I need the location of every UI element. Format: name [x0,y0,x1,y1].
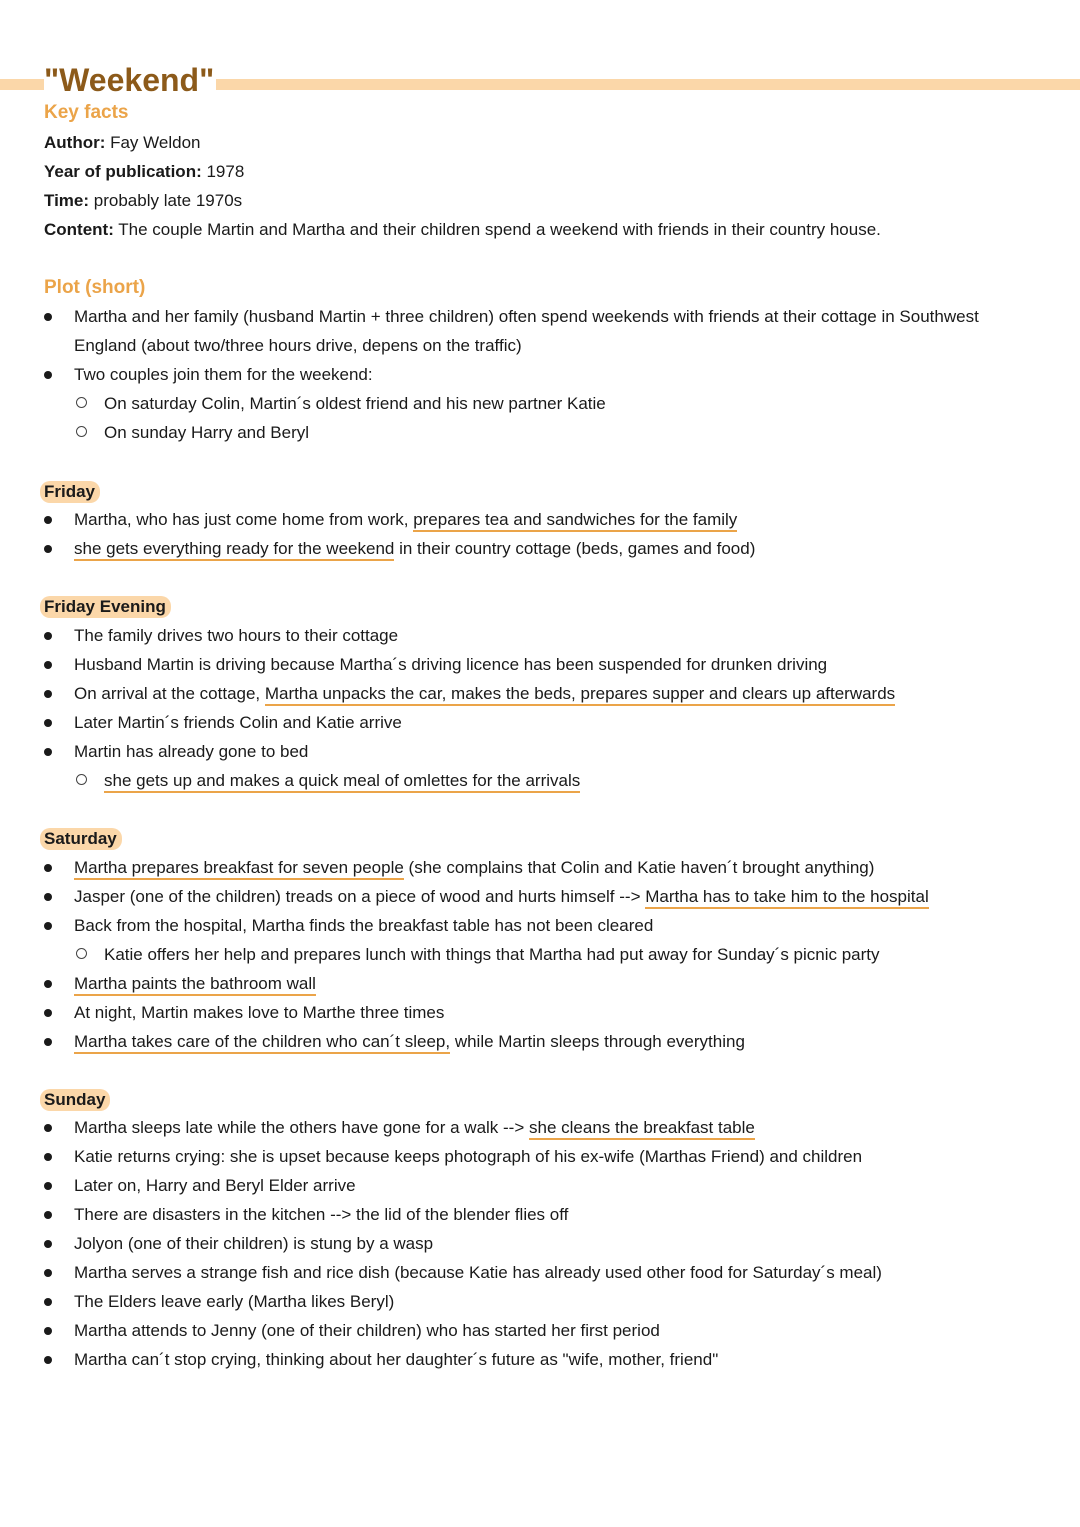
friday-item-2-text: in their country cottage (beds, games and food) [394,539,756,558]
bullet-icon [44,1124,52,1132]
bullet-icon [44,690,52,698]
saturday-item-4 [74,972,316,996]
sunday-item-4: There are disasters in the kitchen --> the lid of the blender flies off [74,1205,569,1224]
friday-evening-item-3-highlight: Martha unpacks the car, makes the beds, prepares supper and clears up afterwards [265,684,895,706]
saturday-item-1-text: (she complains that Colin and Katie haven´t brought anything) [403,858,875,877]
sunday-item-5: Jolyon (one of their children) is stung by a wasp [74,1234,434,1253]
circle-bullet-icon [76,426,87,437]
plot-item-1-line-1: Martha and her family (husband Martin + three children) often spend weekends with friends at their cottage in Southwest [74,307,979,326]
circle-bullet-icon [76,397,87,408]
sunday-item-1 [74,1116,755,1140]
saturday-heading: Saturday [40,828,122,850]
fact-time-value: probably late 1970s [89,191,243,210]
friday-evening-heading: Friday Evening [40,596,171,618]
bullet-icon [44,545,52,553]
bullet-icon [44,632,52,640]
bullet-icon [44,864,52,872]
sunday-item-9: Martha can´t stop crying, thinking about her daughter´s future as "wife, mother, friend" [74,1350,719,1369]
circle-bullet-icon [76,774,87,785]
fact-author [44,131,201,155]
sunday-item-1-highlight: she cleans the breakfast table [529,1118,755,1140]
bullet-icon [44,1356,52,1364]
circle-bullet-icon [76,948,87,959]
sunday-item-2: Katie returns crying: she is upset because keeps photograph of his ex-wife (Marthas Friend) and children [74,1147,863,1166]
fact-content-label: Content: [44,220,114,239]
fact-year [44,160,244,184]
friday-evening-item-5: Martin has already gone to bed [74,742,309,761]
friday-evening-item-2: Husband Martin is driving because Martha´s driving licence has been suspended for drunken driving [74,655,828,674]
saturday-item-4-highlight: Martha paints the bathroom wall [74,974,316,996]
fact-content-value: The couple Martin and Martha and their children spend a weekend with friends in their country house. [113,220,881,239]
bullet-icon [44,1211,52,1219]
bullet-icon [44,1153,52,1161]
plot-subitem-1: On saturday Colin, Martin´s oldest friend and his new partner Katie [104,394,606,413]
fact-author-label: Author: [44,133,106,152]
bullet-icon [44,1038,52,1046]
friday-item-1-highlight: prepares tea and sandwiches for the family [413,510,737,532]
friday-item-2 [74,537,755,561]
fact-content [44,218,881,242]
saturday-item-3: Back from the hospital, Martha finds the breakfast table has not been cleared [74,916,654,935]
friday-evening-item-3 [74,682,895,706]
bullet-icon [44,719,52,727]
bullet-icon [44,1298,52,1306]
plot-item-1-line-2: England (about two/three hours drive, depens on the traffic) [74,336,522,355]
fact-author-value: Fay Weldon [105,133,201,152]
friday-evening-item-1: The family drives two hours to their cottage [74,626,399,645]
saturday-item-6-highlight: Martha takes care of the children who can´t sleep, [74,1032,450,1054]
bullet-icon [44,922,52,930]
friday-item-2-highlight: she gets everything ready for the weekend [74,539,394,561]
bullet-icon [44,893,52,901]
saturday-item-2-highlight: Martha has to take him to the hospital [645,887,929,909]
bullet-icon [44,748,52,756]
saturday-item-1-highlight: Martha prepares breakfast for seven people [74,858,404,880]
plot-subitem-2: On sunday Harry and Beryl [104,423,310,442]
bullet-icon [44,980,52,988]
sunday-item-7: The Elders leave early (Martha likes Beryl) [74,1292,395,1311]
plot-heading: Plot (short) [44,277,146,298]
sunday-item-6: Martha serves a strange fish and rice dish (because Katie has already used other food for Saturday´s meal) [74,1263,882,1282]
saturday-item-2 [74,885,929,909]
friday-evening-item-3-text: On arrival at the cottage, [74,684,265,703]
saturday-item-5: At night, Martin makes love to Marthe three times [74,1003,445,1022]
plot-item-2: Two couples join them for the weekend: [74,365,373,384]
fact-time-label: Time: [44,191,90,210]
bullet-icon [44,1240,52,1248]
friday-evening-subitem-1 [104,769,580,793]
bullet-icon [44,1009,52,1017]
friday-item-1-text: Martha, who has just come home from work, [74,510,414,529]
friday-heading: Friday [40,481,100,503]
saturday-item-6-text: while Martin sleeps through everything [450,1032,745,1051]
bullet-icon [44,313,52,321]
bullet-icon [44,1269,52,1277]
friday-item-1 [74,508,737,532]
sunday-item-8: Martha attends to Jenny (one of their children) who has started her first period [74,1321,660,1340]
sunday-heading: Sunday [40,1089,110,1111]
bullet-icon [44,1182,52,1190]
saturday-item-6 [74,1030,745,1054]
page-title: "Weekend" [44,58,216,102]
bullet-icon [44,1327,52,1335]
sunday-item-1-text: Martha sleeps late while the others have gone for a walk --> [74,1118,529,1137]
friday-evening-subitem-1-highlight: she gets up and makes a quick meal of omlettes for the arrivals [104,771,580,793]
saturday-subitem-1: Katie offers her help and prepares lunch with things that Martha had put away for Sunday´s picnic party [104,945,880,964]
fact-time [44,189,242,213]
bullet-icon [44,371,52,379]
friday-evening-item-4: Later Martin´s friends Colin and Katie arrive [74,713,402,732]
key-facts-heading: Key facts [44,102,129,123]
fact-year-value: 1978 [201,162,245,181]
saturday-item-2-text: Jasper (one of the children) treads on a piece of wood and hurts himself --> [74,887,646,906]
bullet-icon [44,661,52,669]
bullet-icon [44,516,52,524]
sunday-item-3: Later on, Harry and Beryl Elder arrive [74,1176,356,1195]
saturday-item-1 [74,856,874,880]
fact-year-label: Year of publication: [44,162,202,181]
